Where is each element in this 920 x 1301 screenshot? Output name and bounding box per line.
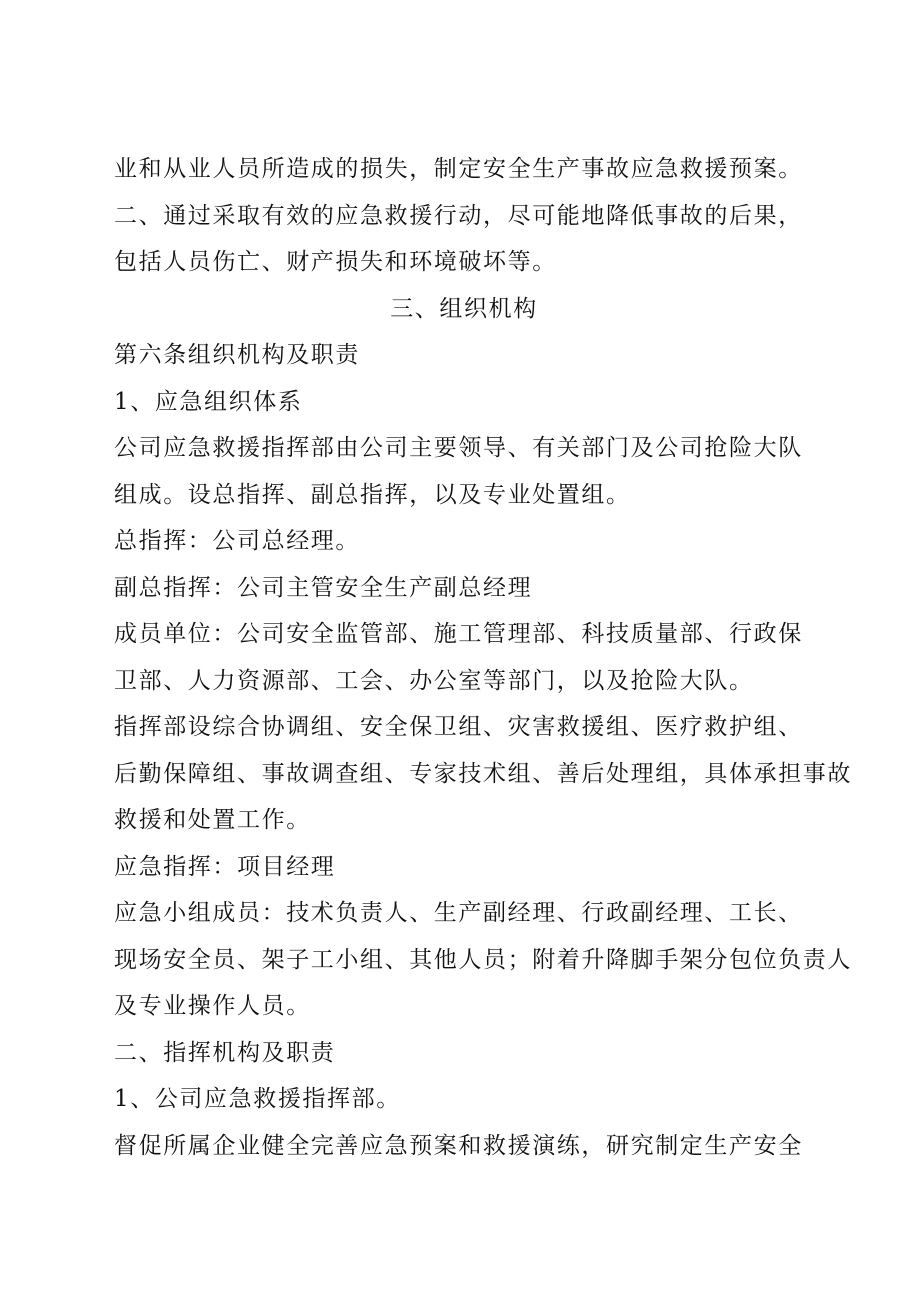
paragraph-line-14: 后勤保障组、事故调查组、专家技术组、善后处理组，具体承担事故 — [114, 760, 852, 787]
paragraph-line-17: 应急小组成员：技术负责人、生产副经理、行政副经理、工长、 — [114, 900, 803, 926]
paragraph-line-10: 副总指挥：公司主管安全生产副总经理 — [114, 574, 533, 601]
paragraph-line-22: 督促所属企业健全完善应急预案和救援演练，研究制定生产安全 — [114, 1132, 803, 1159]
paragraph-line-19: 及专业操作人员。 — [114, 993, 311, 1019]
paragraph-line-18: 现场安全员、架子工小组、其他人员；附着升降脚手架分包位负责人 — [114, 946, 852, 973]
section-heading-organization: 三、组织机构 — [390, 295, 538, 322]
paragraph-line-3: 包括人员伤亡、财产损失和环境破坏等。 — [114, 249, 557, 275]
paragraph-line-13: 指挥部设综合协调组、安全保卫组、灾害救援组、医疗救护组、 — [114, 714, 803, 740]
paragraph-line-11: 成员单位：公司安全监管部、施工管理部、科技质量部、行政保 — [114, 621, 803, 647]
paragraph-line-9: 总指挥：公司总经理。 — [114, 528, 360, 554]
subheading-company-command: 1、公司应急救援指挥部。 — [114, 1086, 401, 1112]
paragraph-line-16: 应急指挥：项目经理 — [114, 853, 336, 880]
paragraph-line-1: 业和从业人员所造成的损失，制定安全生产事故应急救援预案。 — [114, 156, 803, 182]
article-heading-6: 第六条组织机构及职责 — [114, 342, 360, 368]
document-body — [114, 146, 852, 1169]
paragraph-line-7: 公司应急救援指挥部由公司主要领导、有关部门及公司抢险大队 — [114, 435, 803, 461]
section-heading-command: 二、指挥机构及职责 — [114, 1039, 336, 1066]
paragraph-line-8: 组成。设总指挥、副总指挥，以及专业处置组。 — [114, 481, 631, 508]
paragraph-line-12: 卫部、人力资源部、工会、办公室等部门，以及抢险大队。 — [114, 667, 754, 694]
paragraph-line-15: 救援和处置工作。 — [114, 807, 311, 833]
paragraph-line-2: 二、通过采取有效的应急救援行动，尽可能地降低事故的后果， — [114, 202, 803, 229]
subheading-emergency-system: 1、应急组织体系 — [114, 388, 303, 415]
